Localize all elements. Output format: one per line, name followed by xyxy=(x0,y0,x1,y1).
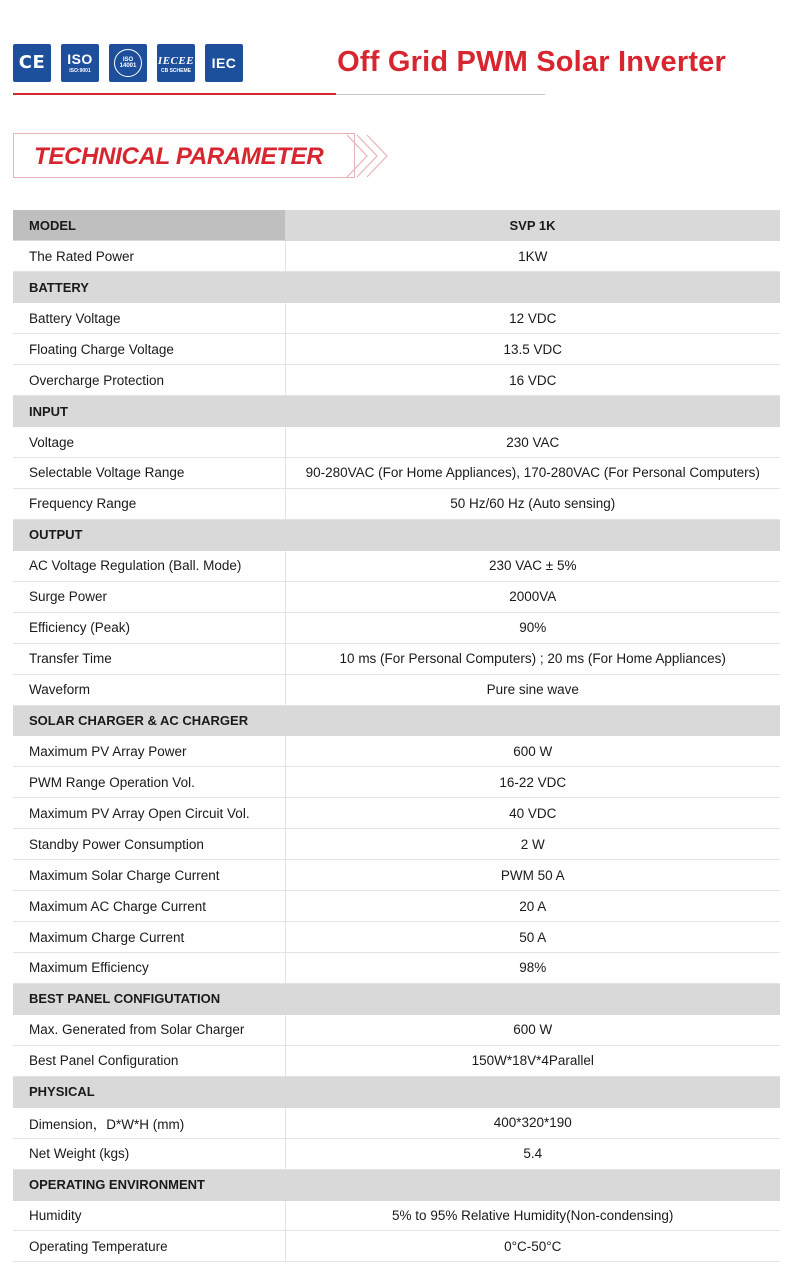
parameter-label: PWM Range Operation Vol. xyxy=(13,767,285,798)
parameter-label: OUTPUT xyxy=(13,519,285,550)
section-heading xyxy=(13,133,395,179)
section-heading-box xyxy=(13,133,355,178)
parameter-label: Maximum AC Charge Current xyxy=(13,891,285,922)
parameter-value: 10 ms (For Personal Computers) ; 20 ms (For Home Appliances) xyxy=(285,643,780,674)
table-row xyxy=(13,767,780,798)
iso-9001-icon: ISO ISO:9001 xyxy=(61,44,99,82)
parameter-value xyxy=(285,1169,780,1200)
section-row xyxy=(13,1169,780,1200)
parameter-label: AC Voltage Regulation (Ball. Mode) xyxy=(13,550,285,581)
parameter-value: 90% xyxy=(285,612,780,643)
parameter-value: 2 W xyxy=(285,829,780,860)
parameter-label: Surge Power xyxy=(13,581,285,612)
table-row xyxy=(13,550,780,581)
section-row xyxy=(13,519,780,550)
parameter-value: 600 W xyxy=(285,736,780,767)
table-row xyxy=(13,1107,780,1138)
parameter-value: 1KW xyxy=(285,241,780,272)
parameter-value: 16-22 VDC xyxy=(285,767,780,798)
header-divider-accent xyxy=(13,93,336,95)
parameter-label: Standby Power Consumption xyxy=(13,829,285,860)
iecee-cb-scheme-icon: IECEE CB SCHEME xyxy=(157,44,195,82)
table-header-row xyxy=(13,210,780,241)
table-row xyxy=(13,736,780,767)
parameter-value: Pure sine wave xyxy=(285,674,780,705)
parameter-value: 0°C-50°C xyxy=(285,1231,780,1262)
parameter-label: Maximum PV Array Open Circuit Vol. xyxy=(13,798,285,829)
parameter-label: INPUT xyxy=(13,396,285,427)
table-row xyxy=(13,891,780,922)
parameter-value: 50 Hz/60 Hz (Auto sensing) xyxy=(285,488,780,519)
section-row xyxy=(13,705,780,736)
parameter-label: Efficiency (Peak) xyxy=(13,612,285,643)
parameter-value: 13.5 VDC xyxy=(285,334,780,365)
parameter-value: 2000VA xyxy=(285,581,780,612)
iec-mark-icon: IEC xyxy=(205,44,243,82)
table-row xyxy=(13,581,780,612)
parameter-value: 5.4 xyxy=(285,1138,780,1169)
table-row xyxy=(13,612,780,643)
technical-parameter-table xyxy=(13,210,780,1262)
table-row xyxy=(13,1231,780,1262)
parameter-label: Waveform xyxy=(13,674,285,705)
ce-mark-icon: CE xyxy=(13,44,51,82)
parameter-label: Humidity xyxy=(13,1200,285,1231)
section-row xyxy=(13,983,780,1014)
section-row xyxy=(13,272,780,303)
certification-badges xyxy=(13,44,243,82)
parameter-value: 600 W xyxy=(285,1014,780,1045)
parameter-value xyxy=(285,519,780,550)
table-row xyxy=(13,458,780,489)
table-row xyxy=(13,953,780,984)
parameter-label: SOLAR CHARGER & AC CHARGER xyxy=(13,705,285,736)
table-row xyxy=(13,643,780,674)
parameter-value xyxy=(285,705,780,736)
table-row xyxy=(13,365,780,396)
parameter-value: 40 VDC xyxy=(285,798,780,829)
parameter-value: 150W*18V*4Parallel xyxy=(285,1045,780,1076)
parameter-value: 90-280VAC (For Home Appliances), 170-280VAC (For Personal Computers) xyxy=(285,458,780,489)
section-row xyxy=(13,396,780,427)
parameter-label: PHYSICAL xyxy=(13,1076,285,1107)
parameter-label: Maximum Solar Charge Current xyxy=(13,860,285,891)
section-heading-text: TECHNICAL PARAMETER xyxy=(34,143,324,170)
parameter-value xyxy=(285,983,780,1014)
table-row xyxy=(13,427,780,458)
table-row xyxy=(13,303,780,334)
page-header xyxy=(0,0,800,110)
table-row xyxy=(13,334,780,365)
table-row xyxy=(13,1045,780,1076)
parameter-value: 98% xyxy=(285,953,780,984)
chevrons-right-icon xyxy=(343,133,395,179)
parameter-label: Overcharge Protection xyxy=(13,365,285,396)
parameter-value: 16 VDC xyxy=(285,365,780,396)
parameter-label: Best Panel Configuration xyxy=(13,1045,285,1076)
parameter-value xyxy=(285,396,780,427)
table-row xyxy=(13,1200,780,1231)
parameter-label: Frequency Range xyxy=(13,488,285,519)
parameter-label: Maximum Charge Current xyxy=(13,922,285,953)
parameter-label: BATTERY xyxy=(13,272,285,303)
parameter-label: MODEL xyxy=(13,210,285,241)
parameter-label: Dimension，D*W*H (mm) xyxy=(13,1107,285,1138)
parameter-label: Maximum PV Array Power xyxy=(13,736,285,767)
parameter-label: Voltage xyxy=(13,427,285,458)
table-row xyxy=(13,1014,780,1045)
parameter-label: Maximum Efficiency xyxy=(13,953,285,984)
parameter-value: PWM 50 A xyxy=(285,860,780,891)
parameter-label: Transfer Time xyxy=(13,643,285,674)
table-row xyxy=(13,860,780,891)
parameter-label: Net Weight (kgs) xyxy=(13,1138,285,1169)
parameter-value: 5% to 95% Relative Humidity(Non-condensing) xyxy=(285,1200,780,1231)
parameter-value: 20 A xyxy=(285,891,780,922)
parameter-value: 400*320*190 xyxy=(285,1107,780,1138)
parameter-value: 12 VDC xyxy=(285,303,780,334)
parameter-label: Max. Generated from Solar Charger xyxy=(13,1014,285,1045)
table-row xyxy=(13,674,780,705)
iso-14001-icon: ISO 14001 xyxy=(109,44,147,82)
parameter-label: The Rated Power xyxy=(13,241,285,272)
parameter-value xyxy=(285,272,780,303)
parameter-value: 230 VAC ± 5% xyxy=(285,550,780,581)
parameter-label: Selectable Voltage Range xyxy=(13,458,285,489)
section-row xyxy=(13,1076,780,1107)
table-row xyxy=(13,1138,780,1169)
table-row xyxy=(13,241,780,272)
parameter-value: 230 VAC xyxy=(285,427,780,458)
spec-table-body xyxy=(13,210,780,1262)
parameter-value xyxy=(285,1076,780,1107)
table-row xyxy=(13,829,780,860)
table-row xyxy=(13,798,780,829)
parameter-value: SVP 1K xyxy=(285,210,780,241)
parameter-label: Operating Temperature xyxy=(13,1231,285,1262)
table-row xyxy=(13,488,780,519)
parameter-value: 50 A xyxy=(285,922,780,953)
parameter-label: Battery Voltage xyxy=(13,303,285,334)
table-row xyxy=(13,922,780,953)
page-title: Off Grid PWM Solar Inverter xyxy=(337,46,726,78)
parameter-label: OPERATING ENVIRONMENT xyxy=(13,1169,285,1200)
parameter-label: BEST PANEL CONFIGUTATION xyxy=(13,983,285,1014)
parameter-label: Floating Charge Voltage xyxy=(13,334,285,365)
